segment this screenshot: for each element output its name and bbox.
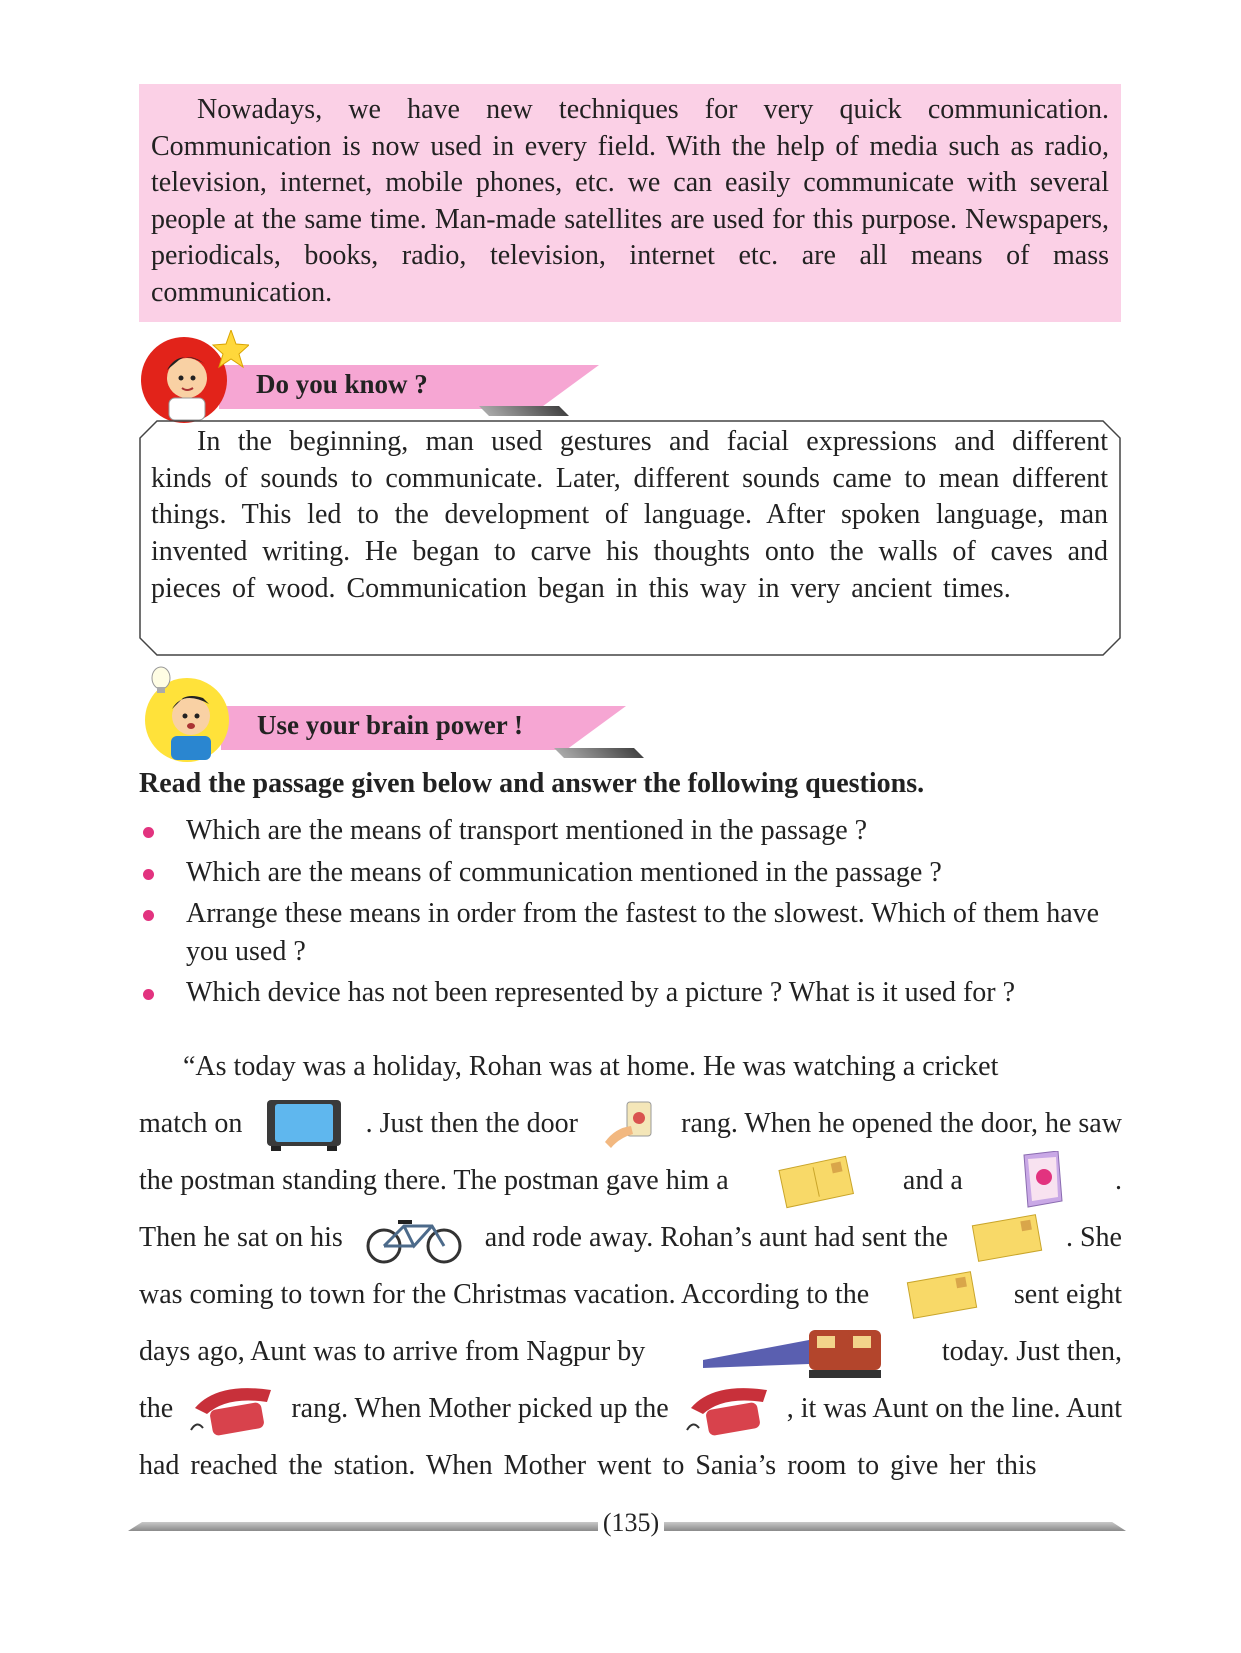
story-text: and a — [902, 1165, 963, 1196]
do-you-know-paragraph — [151, 424, 1108, 608]
page-number: (135) — [602, 1508, 660, 1537]
brain-power-title: Use your brain power ! — [257, 710, 524, 740]
page-footer — [128, 1508, 1126, 1542]
story-text: rang. When Mother picked up the — [291, 1393, 669, 1424]
footer-rule-left — [128, 1522, 598, 1531]
list-item: Arrange these means in order from the fastest to the slowest. Which of them have you used ? — [139, 895, 1124, 970]
story-line — [139, 1152, 1122, 1209]
television-icon — [265, 1096, 343, 1152]
story-text: Then he sat on his — [139, 1222, 343, 1253]
story-text: and rode away. Rohan’s aunt had sent the — [484, 1222, 948, 1253]
idea-boy-icon — [139, 664, 249, 764]
story-text: match on — [139, 1108, 243, 1139]
questions-list — [139, 812, 1124, 1016]
bicycle-icon — [364, 1212, 464, 1264]
story-text: sent eight — [1013, 1279, 1122, 1310]
story-text: was coming to town for the Christmas vacation. According to the — [139, 1279, 870, 1310]
telephone-icon — [187, 1380, 277, 1438]
story-line — [139, 1437, 1122, 1494]
story-text: . She — [1065, 1222, 1122, 1253]
story-line — [139, 1323, 1122, 1380]
do-you-know-badge — [139, 330, 539, 425]
list-item: Which are the means of transport mentioned in the passage ? — [139, 812, 1124, 850]
story-line — [139, 1209, 1122, 1266]
story-text: . Just then the door — [365, 1108, 578, 1139]
intro-box — [139, 84, 1121, 322]
thinking-boy-icon — [139, 330, 249, 425]
greeting-card-icon — [1010, 1151, 1068, 1211]
story-line — [139, 1038, 1122, 1095]
do-you-know-text: In the beginning, man used gestures and facial expressions and different kinds of sounds to communicate. Later, different sounds came to mean different things. This led to the development of language. After spoken language, man invented writing. He began to carve his thoughts onto the walls of caves and pieces of wood. Communication began in this way in very ancient times. — [151, 426, 1108, 604]
story-line — [139, 1095, 1122, 1152]
story-text: . — [1114, 1165, 1122, 1196]
story-text: the postman standing there. The postman gave him a — [139, 1165, 729, 1196]
doorbell-icon — [601, 1096, 659, 1152]
story-text: had reached the station. When Mother went to Sania’s room to give her this — [139, 1450, 1037, 1481]
brain-power-badge — [139, 664, 659, 764]
list-item: Which are the means of communication mentioned in the passage ? — [139, 854, 1124, 892]
intro-text: Nowadays, we have new techniques for very quick communication. Communication is now used in every field. With the help of media such as radio, television, internet, mobile phones, etc. we can easily communicate with several people at the same time. Man-made satellites are used for this purpose. Newspapers, periodicals, books, radio, television, internet etc. are all means of mass communication. — [151, 94, 1109, 308]
story-text: today. Just then, — [941, 1336, 1122, 1367]
telephone-icon — [683, 1380, 773, 1438]
story-text: “As today was a holiday, Rohan was at home. He was watching a cricket — [183, 1051, 999, 1082]
postcard-icon — [904, 1269, 980, 1321]
intro-paragraph — [139, 84, 1121, 311]
do-you-know-title: Do you know ? — [256, 369, 428, 399]
postcard-icon — [969, 1212, 1045, 1264]
story-passage — [139, 1038, 1122, 1494]
do-you-know-box — [139, 420, 1121, 656]
story-text: , it was Aunt on the line. Aunt — [786, 1393, 1122, 1424]
story-line — [139, 1266, 1122, 1323]
story-text: rang. When he opened the door, he saw — [681, 1108, 1122, 1139]
footer-rule-right — [664, 1522, 1126, 1531]
story-text: days ago, Aunt was to arrive from Nagpur by — [139, 1336, 646, 1367]
story-line — [139, 1380, 1122, 1437]
story-text: the — [139, 1393, 174, 1424]
train-icon — [699, 1320, 889, 1384]
instruction-heading: Read the passage given below and answer the following questions. — [139, 768, 925, 799]
list-item: Which device has not been represented by a picture ? What is it used for ? — [139, 974, 1124, 1012]
postcard-icon — [776, 1153, 856, 1209]
